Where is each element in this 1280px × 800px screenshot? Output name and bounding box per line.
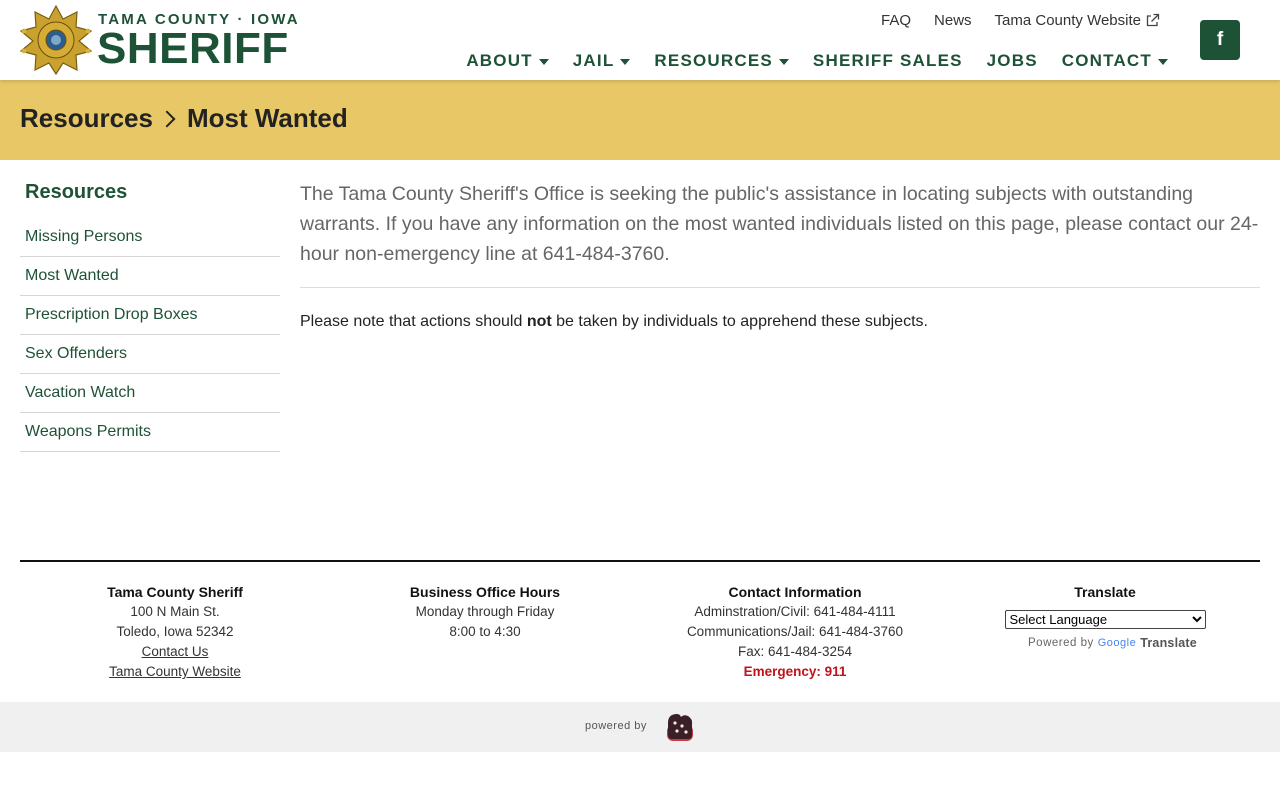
nav-resources[interactable] <box>654 51 789 71</box>
footer-translate-heading: Translate <box>1074 584 1136 600</box>
footer-hours-days: Monday through Friday <box>415 604 555 619</box>
google-logo-text: Google <box>1097 637 1137 649</box>
footer-translate-column <box>960 582 1250 630</box>
caret-down-icon <box>1158 59 1168 65</box>
notice-text-bold: not <box>526 313 552 330</box>
sidebar-item-missing-persons[interactable]: Missing Persons <box>20 218 280 257</box>
footer-address-city: Toledo, Iowa 52342 <box>116 624 234 639</box>
nav-jobs-label: JOBS <box>986 51 1038 70</box>
sidebar-title: Resources <box>25 181 128 203</box>
footer-contact-us-link[interactable]: Contact Us <box>141 644 209 659</box>
nav-jobs[interactable] <box>987 51 1038 71</box>
powered-by-label: powered by <box>585 720 647 732</box>
powered-by-text: Powered by <box>1028 637 1094 649</box>
nav-about[interactable] <box>466 51 548 71</box>
footer-address-column <box>30 582 320 682</box>
footer-contact-heading: Contact Information <box>728 584 862 600</box>
nav-contact-label: CONTACT <box>1061 51 1152 70</box>
footer-emergency: Emergency: 911 <box>743 664 847 679</box>
util-link-county-website-label: Tama County Website <box>994 12 1141 29</box>
caret-down-icon <box>779 59 789 65</box>
breadcrumb-parent[interactable]: Resources <box>20 103 153 133</box>
facebook-icon: f <box>1216 29 1224 50</box>
google-logo[interactable] <box>1098 637 1136 649</box>
brand-subtitle: TAMA COUNTY · IOWA <box>98 11 300 28</box>
caret-down-icon <box>539 59 549 65</box>
notice-paragraph <box>300 313 928 331</box>
intro-paragraph: The Tama County Sheriff's Office is seeking the public's assistance in locating subjects with outstanding warrants. If you have any information on the most wanted individuals listed on this page, please contact our 24-hour non-emergency line at 641-484-3760. <box>300 183 1259 265</box>
footer-address-street: 100 N Main St. <box>130 604 220 619</box>
nav-sheriff-sales[interactable] <box>813 51 963 71</box>
sidebar-item-most-wanted[interactable]: Most Wanted <box>20 257 280 296</box>
footer-hours-times: 8:00 to 4:30 <box>449 624 521 639</box>
utility-nav <box>881 12 1160 29</box>
util-link-county-website[interactable] <box>995 12 1160 29</box>
google-translate-credit <box>1028 636 1197 650</box>
breadcrumb <box>20 103 348 134</box>
footer-fax: Fax: 641-484-3254 <box>737 644 853 659</box>
nav-sheriff-sales-label: SHERIFF SALES <box>812 51 963 70</box>
footer-hours-column <box>340 582 630 642</box>
content-divider <box>300 287 1260 288</box>
footer-hours-heading: Business Office Hours <box>409 584 561 600</box>
util-link-faq[interactable]: FAQ <box>881 12 912 29</box>
notice-text-before: Please note that actions should <box>300 313 527 330</box>
chevron-right-icon <box>158 110 175 127</box>
nav-about-label: ABOUT <box>466 51 533 70</box>
sheriff-star-badge-icon[interactable] <box>20 5 92 75</box>
sidebar-nav <box>20 218 280 452</box>
util-link-news[interactable]: News <box>934 12 972 29</box>
site-header <box>0 0 1280 80</box>
footer-divider <box>20 560 1260 562</box>
facebook-button[interactable] <box>1200 20 1240 60</box>
sidebar-item-prescription-drop-boxes[interactable]: Prescription Drop Boxes <box>20 296 280 335</box>
footer-admin-phone: Adminstration/Civil: 641-484-4111 <box>694 604 896 619</box>
breadcrumb-current: Most Wanted <box>186 103 348 133</box>
main-nav <box>466 51 1168 71</box>
footer-contact-column <box>650 582 940 682</box>
external-link-icon <box>1145 13 1160 28</box>
notice-text-after: be taken by individuals to apprehend these subjects. <box>551 313 928 330</box>
nav-resources-label: RESOURCES <box>654 51 773 70</box>
sidebar-item-weapons-permits[interactable]: Weapons Permits <box>20 413 280 452</box>
footer-county-website-link[interactable]: Tama County Website <box>109 664 241 679</box>
footer-jail-phone: Communications/Jail: 641-484-3760 <box>686 624 904 639</box>
nav-jail-label: JAIL <box>572 51 615 70</box>
translate-label: Translate <box>1140 636 1197 650</box>
brand-title[interactable]: SHERIFF <box>97 24 289 73</box>
vendor-logo-icon[interactable] <box>664 711 696 743</box>
footer-office-name: Tama County Sheriff <box>107 584 243 600</box>
caret-down-icon <box>620 59 630 65</box>
sidebar-item-vacation-watch[interactable]: Vacation Watch <box>20 374 280 413</box>
nav-contact[interactable] <box>1062 51 1168 71</box>
nav-jail[interactable] <box>573 51 631 71</box>
sidebar-item-sex-offenders[interactable]: Sex Offenders <box>20 335 280 374</box>
language-select[interactable] <box>1005 610 1206 629</box>
